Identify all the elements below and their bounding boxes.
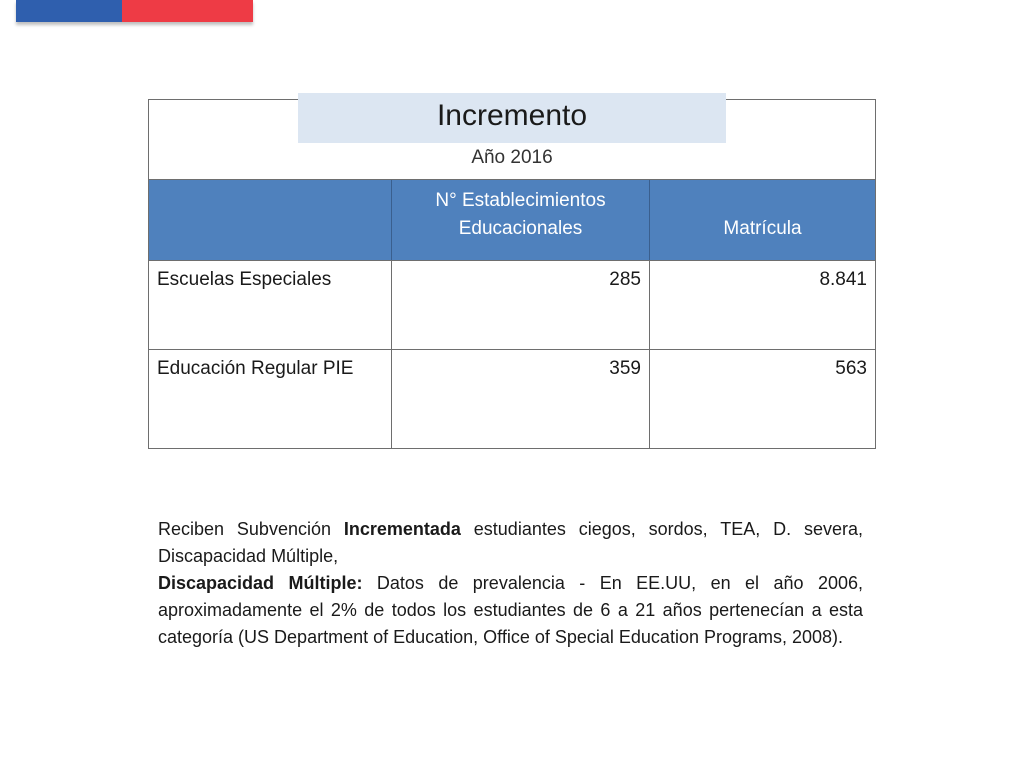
slide-title-box bbox=[298, 93, 726, 143]
notes-p1-prefix: Reciben Subvención bbox=[158, 519, 344, 539]
notes-text bbox=[158, 516, 863, 651]
row-label-cell bbox=[149, 261, 391, 349]
header-cell-matricula bbox=[649, 180, 875, 260]
row-label-cell bbox=[149, 350, 391, 448]
notes-p2-text: Datos de prevalencia - En EE.UU, en el año 2006, aproximadamente el 2% de todos los estudiantes de 6 a 21 años pertenecían a esta categoría (US Department of Education, Office of Special Education Programs, 2008). bbox=[158, 573, 863, 647]
row-matricula-value: 8.841 bbox=[819, 269, 867, 290]
table-row bbox=[149, 349, 875, 448]
notes-p1-suffix: estudiantes ciegos, sordos, TEA, D. severa, Discapacidad Múltiple, bbox=[158, 519, 863, 566]
header-establecimientos-label: N° Establecimientos Educacionales bbox=[435, 190, 606, 239]
notes-paragraph-1 bbox=[158, 516, 863, 570]
header-matricula-label: Matrícula bbox=[723, 218, 802, 239]
table-header-row bbox=[149, 180, 875, 260]
row-establecimientos-value: 285 bbox=[609, 269, 641, 290]
table-row bbox=[149, 260, 875, 349]
row-label: Escuelas Especiales bbox=[157, 269, 332, 290]
row-matricula-cell bbox=[649, 350, 875, 448]
row-establecimientos-value: 359 bbox=[609, 358, 641, 379]
slide-title: Incremento bbox=[436, 99, 588, 132]
data-table bbox=[148, 99, 876, 449]
row-matricula-cell bbox=[649, 261, 875, 349]
flag-red-stripe bbox=[122, 0, 253, 22]
row-establecimientos-cell bbox=[391, 350, 649, 448]
table-subtitle: Año 2016 bbox=[471, 147, 553, 168]
notes-p2-bold: Discapacidad Múltiple: bbox=[158, 573, 363, 593]
row-establecimientos-cell bbox=[391, 261, 649, 349]
header-cell-establecimientos bbox=[391, 180, 649, 260]
notes-p1-bold: Incrementada bbox=[343, 519, 461, 539]
header-cell-empty bbox=[149, 180, 391, 260]
flag-blue-stripe bbox=[16, 0, 122, 22]
notes-paragraph-2 bbox=[158, 570, 863, 651]
row-label: Educación Regular PIE bbox=[157, 358, 354, 379]
flag-bar bbox=[16, 0, 253, 22]
row-matricula-value: 563 bbox=[835, 358, 867, 379]
